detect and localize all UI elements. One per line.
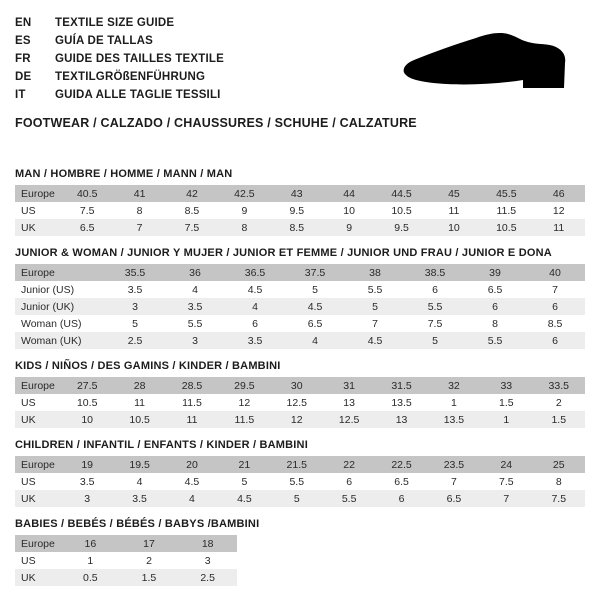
size-table <box>15 456 585 507</box>
size-cell: 6 <box>323 473 375 490</box>
size-cell: 7 <box>428 473 480 490</box>
size-table-section <box>15 518 585 586</box>
table-row <box>15 298 585 315</box>
size-cell: 45 <box>428 185 480 202</box>
size-cell: 5 <box>218 473 270 490</box>
size-table <box>15 377 585 428</box>
size-cell: 31 <box>323 377 375 394</box>
size-cell: 8 <box>465 315 525 332</box>
size-cell: 3 <box>61 490 113 507</box>
size-cell: 30 <box>271 377 323 394</box>
size-cell: 17 <box>120 535 179 552</box>
size-cell: 10 <box>428 219 480 236</box>
size-cell: 8 <box>113 202 165 219</box>
size-cell: 1 <box>480 411 532 428</box>
size-cell: 9 <box>323 219 375 236</box>
size-table <box>15 185 585 236</box>
language-code: IT <box>15 89 26 101</box>
size-cell: 3.5 <box>225 332 285 349</box>
size-cell: 23.5 <box>428 456 480 473</box>
table-row <box>15 377 585 394</box>
size-cell: 6 <box>225 315 285 332</box>
row-label: Woman (US) <box>15 315 105 332</box>
table-row <box>15 185 585 202</box>
size-cell: 41 <box>113 185 165 202</box>
size-cell: 5.5 <box>323 490 375 507</box>
row-label: US <box>15 394 61 411</box>
table-row <box>15 219 585 236</box>
category-title: FOOTWEAR / CALZADO / CHAUSSURES / SCHUHE / CALZATURE <box>15 116 417 130</box>
size-cell: 5.5 <box>405 298 465 315</box>
size-cell: 0.5 <box>61 569 120 586</box>
size-cell: 4.5 <box>166 473 218 490</box>
size-cell: 19.5 <box>113 456 165 473</box>
table-row <box>15 490 585 507</box>
language-code: FR <box>15 53 31 65</box>
table-title: CHILDREN / INFANTIL / ENFANTS / KINDER / BAMBINI <box>15 439 308 451</box>
language-code: EN <box>15 17 32 29</box>
size-cell: 5 <box>285 281 345 298</box>
row-label: Woman (UK) <box>15 332 105 349</box>
size-cell: 12 <box>218 394 270 411</box>
size-cell: 3.5 <box>61 473 113 490</box>
size-cell: 4.5 <box>218 490 270 507</box>
table-title: MAN / HOMBRE / HOMME / MANN / MAN <box>15 168 233 180</box>
table-row <box>15 394 585 411</box>
size-cell: 6.5 <box>428 490 480 507</box>
size-cell: 8.5 <box>271 219 323 236</box>
size-cell: 2.5 <box>178 569 237 586</box>
table-row <box>15 411 585 428</box>
table-row <box>15 535 237 552</box>
row-label: Junior (UK) <box>15 298 105 315</box>
size-cell: 11 <box>428 202 480 219</box>
size-cell: 10 <box>323 202 375 219</box>
size-cell: 7.5 <box>405 315 465 332</box>
size-cell: 28.5 <box>166 377 218 394</box>
size-cell: 8.5 <box>525 315 585 332</box>
table-row <box>15 202 585 219</box>
size-cell: 10.5 <box>61 394 113 411</box>
size-cell: 12.5 <box>271 394 323 411</box>
size-tables-container <box>15 168 585 586</box>
size-cell: 11.5 <box>480 202 532 219</box>
size-cell: 5.5 <box>345 281 405 298</box>
size-cell: 3.5 <box>165 298 225 315</box>
size-cell: 5 <box>345 298 405 315</box>
size-cell: 4 <box>225 298 285 315</box>
size-cell: 19 <box>61 456 113 473</box>
size-cell: 39 <box>465 264 525 281</box>
size-cell: 1.5 <box>480 394 532 411</box>
size-cell: 12 <box>533 202 585 219</box>
size-cell: 8 <box>533 473 585 490</box>
size-cell: 22.5 <box>375 456 427 473</box>
size-cell: 13.5 <box>375 394 427 411</box>
size-table-section <box>15 439 585 507</box>
size-cell: 44.5 <box>375 185 427 202</box>
size-cell: 12 <box>271 411 323 428</box>
size-cell: 8.5 <box>166 202 218 219</box>
size-cell: 5.5 <box>465 332 525 349</box>
row-label: Europe <box>15 535 61 552</box>
size-cell: 3 <box>105 298 165 315</box>
table-row <box>15 552 237 569</box>
language-title: GUIDA ALLE TAGLIE TESSILI <box>55 89 221 101</box>
size-cell: 18 <box>178 535 237 552</box>
size-cell: 3 <box>178 552 237 569</box>
language-title: TEXTILE SIZE GUIDE <box>55 17 175 29</box>
size-cell: 32 <box>428 377 480 394</box>
size-cell: 6.5 <box>375 473 427 490</box>
row-label: UK <box>15 219 61 236</box>
size-cell: 10.5 <box>480 219 532 236</box>
size-cell: 6 <box>525 298 585 315</box>
size-cell: 7.5 <box>61 202 113 219</box>
size-cell: 4 <box>166 490 218 507</box>
dress-shoe-icon <box>396 30 568 94</box>
size-cell: 36.5 <box>225 264 285 281</box>
size-cell: 1.5 <box>120 569 179 586</box>
size-cell: 42 <box>166 185 218 202</box>
size-cell: 13 <box>375 411 427 428</box>
language-code: ES <box>15 35 31 47</box>
size-cell: 2 <box>533 394 585 411</box>
size-cell: 16 <box>61 535 120 552</box>
row-label: Junior (US) <box>15 281 105 298</box>
size-cell: 7.5 <box>166 219 218 236</box>
row-label: UK <box>15 411 61 428</box>
table-title: KIDS / NIÑOS / DES GAMINS / KINDER / BAMBINI <box>15 360 281 372</box>
row-label: US <box>15 202 61 219</box>
size-cell: 44 <box>323 185 375 202</box>
size-cell: 7.5 <box>480 473 532 490</box>
size-cell: 4 <box>165 281 225 298</box>
size-cell: 31.5 <box>375 377 427 394</box>
size-cell: 5 <box>405 332 465 349</box>
table-row <box>15 332 585 349</box>
size-cell: 22 <box>323 456 375 473</box>
size-cell: 6.5 <box>285 315 345 332</box>
language-code: DE <box>15 71 32 83</box>
size-cell: 40.5 <box>61 185 113 202</box>
size-cell: 7.5 <box>533 490 585 507</box>
size-cell: 38.5 <box>405 264 465 281</box>
size-cell: 2 <box>120 552 179 569</box>
size-cell: 7 <box>480 490 532 507</box>
table-row <box>15 569 237 586</box>
size-cell: 9 <box>218 202 270 219</box>
size-cell: 3.5 <box>113 490 165 507</box>
language-title: GUIDE DES TAILLES TEXTILE <box>55 53 224 65</box>
size-cell: 6 <box>405 281 465 298</box>
size-cell: 13.5 <box>428 411 480 428</box>
size-cell: 29.5 <box>218 377 270 394</box>
size-cell: 33 <box>480 377 532 394</box>
size-table-section <box>15 360 585 428</box>
size-cell: 45.5 <box>480 185 532 202</box>
size-cell: 1.5 <box>533 411 585 428</box>
size-cell: 5.5 <box>271 473 323 490</box>
size-cell: 10 <box>61 411 113 428</box>
size-cell: 24 <box>480 456 532 473</box>
size-cell: 4 <box>113 473 165 490</box>
size-cell: 5.5 <box>165 315 225 332</box>
size-cell: 9.5 <box>375 219 427 236</box>
row-label: Europe <box>15 456 61 473</box>
table-title: BABIES / BEBÉS / BÉBÉS / BABYS /BAMBINI <box>15 518 260 530</box>
row-label: UK <box>15 490 61 507</box>
size-cell: 5 <box>271 490 323 507</box>
size-cell: 11 <box>166 411 218 428</box>
size-cell: 42.5 <box>218 185 270 202</box>
table-row <box>15 281 585 298</box>
row-label: Europe <box>15 185 61 202</box>
size-cell: 21.5 <box>271 456 323 473</box>
size-cell: 10.5 <box>113 411 165 428</box>
size-cell: 35.5 <box>105 264 165 281</box>
size-cell: 6 <box>375 490 427 507</box>
size-cell: 27.5 <box>61 377 113 394</box>
size-cell: 7 <box>113 219 165 236</box>
size-cell: 13 <box>323 394 375 411</box>
size-cell: 12.5 <box>323 411 375 428</box>
size-cell: 2.5 <box>105 332 165 349</box>
size-cell: 4.5 <box>225 281 285 298</box>
size-cell: 4.5 <box>285 298 345 315</box>
size-cell: 36 <box>165 264 225 281</box>
size-cell: 6 <box>525 332 585 349</box>
row-label: Europe <box>15 264 105 281</box>
size-cell: 9.5 <box>271 202 323 219</box>
size-cell: 6 <box>465 298 525 315</box>
size-cell: 37.5 <box>285 264 345 281</box>
size-cell: 4.5 <box>345 332 405 349</box>
size-cell: 28 <box>113 377 165 394</box>
row-label: US <box>15 552 61 569</box>
size-cell: 1 <box>61 552 120 569</box>
size-cell: 25 <box>533 456 585 473</box>
table-row <box>15 473 585 490</box>
size-cell: 5 <box>105 315 165 332</box>
table-row <box>15 315 585 332</box>
size-cell: 11 <box>113 394 165 411</box>
size-table-section <box>15 247 585 349</box>
table-row <box>15 456 585 473</box>
row-label: UK <box>15 569 61 586</box>
size-cell: 11 <box>533 219 585 236</box>
size-cell: 11.5 <box>218 411 270 428</box>
size-cell: 4 <box>285 332 345 349</box>
language-title: TEXTILGRÖßENFÜHRUNG <box>55 71 206 83</box>
size-cell: 46 <box>533 185 585 202</box>
language-title: GUÍA DE TALLAS <box>55 35 153 47</box>
size-cell: 1 <box>428 394 480 411</box>
size-table <box>15 535 237 586</box>
table-row <box>15 264 585 281</box>
size-cell: 20 <box>166 456 218 473</box>
size-cell: 11.5 <box>166 394 218 411</box>
size-cell: 7 <box>525 281 585 298</box>
size-cell: 6.5 <box>465 281 525 298</box>
size-table <box>15 264 585 349</box>
size-cell: 21 <box>218 456 270 473</box>
size-cell: 3 <box>165 332 225 349</box>
size-cell: 6.5 <box>61 219 113 236</box>
size-cell: 3.5 <box>105 281 165 298</box>
size-cell: 8 <box>218 219 270 236</box>
size-cell: 10.5 <box>375 202 427 219</box>
size-table-section <box>15 168 585 236</box>
size-cell: 40 <box>525 264 585 281</box>
size-cell: 33.5 <box>533 377 585 394</box>
table-title: JUNIOR & WOMAN / JUNIOR Y MUJER / JUNIOR ET FEMME / JUNIOR UND FRAU / JUNIOR E DONA <box>15 247 552 259</box>
size-cell: 43 <box>271 185 323 202</box>
row-label: US <box>15 473 61 490</box>
size-cell: 38 <box>345 264 405 281</box>
row-label: Europe <box>15 377 61 394</box>
size-cell: 7 <box>345 315 405 332</box>
